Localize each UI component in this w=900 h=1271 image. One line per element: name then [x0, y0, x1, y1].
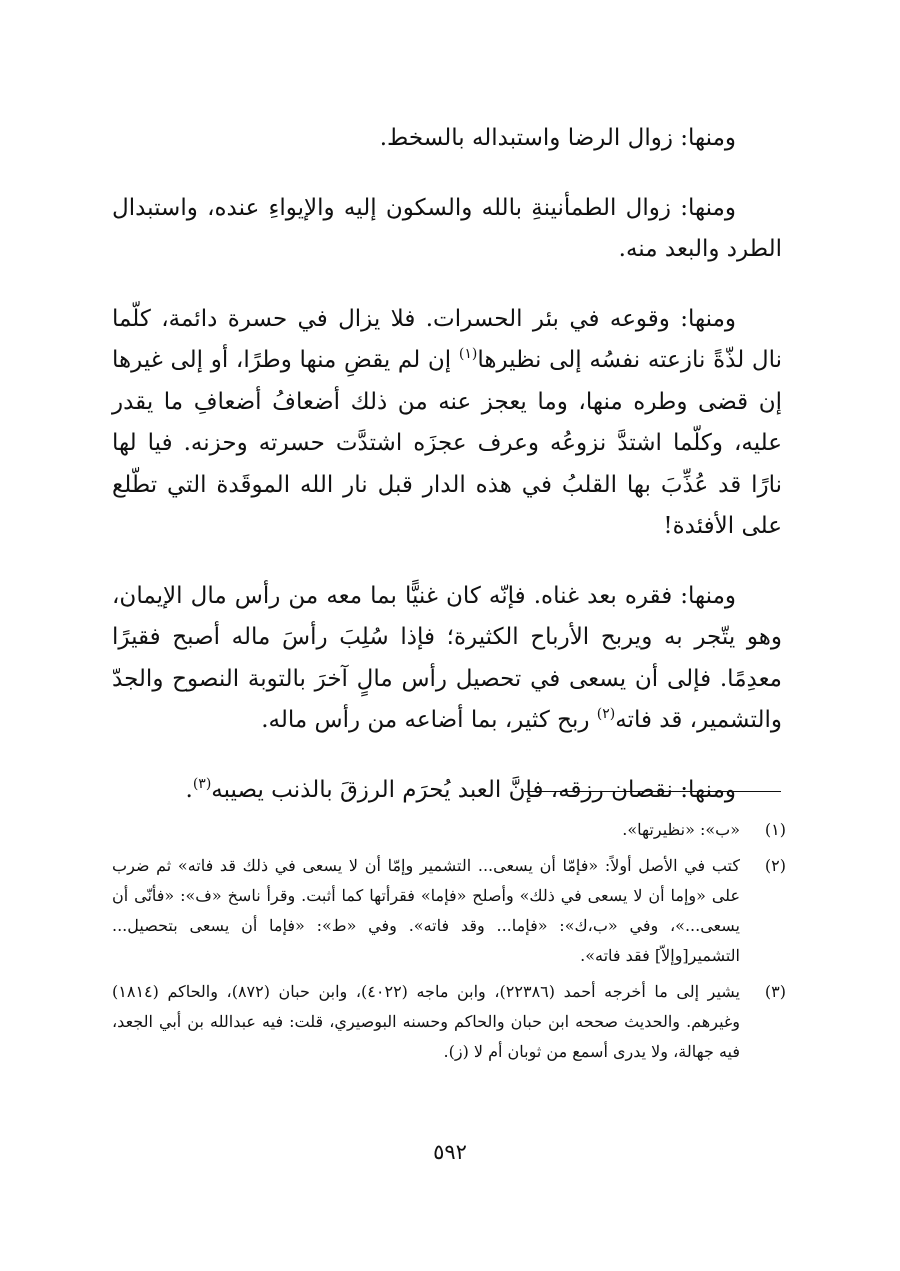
footnote-number: (٢) [764, 856, 786, 875]
footnote-ref-1[interactable]: (١) [458, 346, 478, 362]
footnotes [112, 815, 786, 1073]
footnote-number: (١) [764, 820, 786, 839]
paragraph-3: ومنها: وقوعه في بئر الحسرات. فلا يزال في حسرة دائمة، كلّما نال لذّةً نازعته نفسُه إلى نظيرها$^{(١)}$ إن لم يقضِ منها وطرًا، أو إلى غيرها إن قضى وطره منها، وما يعجز عنه من ذلك أضعافُ أضعافِ ما يقدر عليه، وكلّما اشتدَّ نزوعُه وعرف عجزَه اشتدَّت حسرته وحزنه. فيا لها نارًا قد عُذِّبَ بها القلبُ في هذه الدار قبل نار الله الموقَدة التي تطّلع على الأفئدة! [112, 305, 782, 539]
main-text [112, 118, 782, 839]
footnote-ref-3[interactable]: (٣) [192, 775, 212, 792]
paragraph-2: ومنها: زوال الطمأنينةِ بالله والسكون إليه والإيواءِ عنده، واستبدال الطرد والبعد منه. [112, 194, 782, 262]
footnote-text: يشير إلى ما أخرجه أحمد (٢٢٣٨٦)، وابن ماجه (٤٠٢٢)، وابن حبان (٨٧٢)، والحاكم (١٨١٤) وغيرهم. والحديث صححه ابن حبان والحاكم وحسنه البوصيري، قلت: فيه عبدالله بن أبي الجعد، فيه جهالة، ولا يدرى أسمع من ثوبان أم لا (ز). [112, 982, 740, 1061]
footnote-3 [112, 977, 786, 1067]
footnote-number: (٣) [764, 982, 786, 1001]
footnote-text: كتب في الأصل أولاً: «فإمّا أن يسعى... التشمير وإمّا أن لا يسعى في ذلك قد فاته» ثم ضرب على «وإما أن لا يسعى في ذلك» وأصلح «فإما» فقرأتها كما أثبت. وقرأ ناسخ «ف»: «فأنّى أن يسعى...»، وفي «ب،ك»: «فإما... وقد فاته». وفي «ط»: «فإما أن يسعى بتحصيل... التشمير[وإلاّ] فقد فاته». [112, 856, 740, 965]
page-number: ٥٩٢ [433, 1140, 467, 1164]
paragraph-5: ومنها: نقصان رزقه، فإنَّ العبد يُحرَم الرزقَ بالذنب يصيبه$^{(٣)}$. [185, 775, 736, 803]
footnote-divider [524, 791, 781, 792]
footnote-ref-2[interactable]: (٢) [596, 706, 616, 722]
footnote-2 [112, 851, 786, 971]
paragraph-1: ومنها: زوال الرضا واستبداله بالسخط. [379, 125, 736, 151]
footnote-1 [112, 815, 786, 845]
paragraph-4: ومنها: فقره بعد غناه. فإنّه كان غنيًّا بما معه من رأس مال الإيمان، وهو يتّجر به ويربح الأرباح الكثيرة؛ فإذا سُلِبَ رأسَ ماله أصبح فقيرًا معدِمًا. فإلى أن يسعى في تحصيل رأس مالٍ آخرَ بالتوبة النصوح والجدّ والتشمير، قد فاته$^{(٢)}$ ربح كثير، بما أضاعه من رأس ماله. [112, 582, 782, 733]
footnote-text: «ب»: «نظيرتها». [622, 820, 740, 839]
